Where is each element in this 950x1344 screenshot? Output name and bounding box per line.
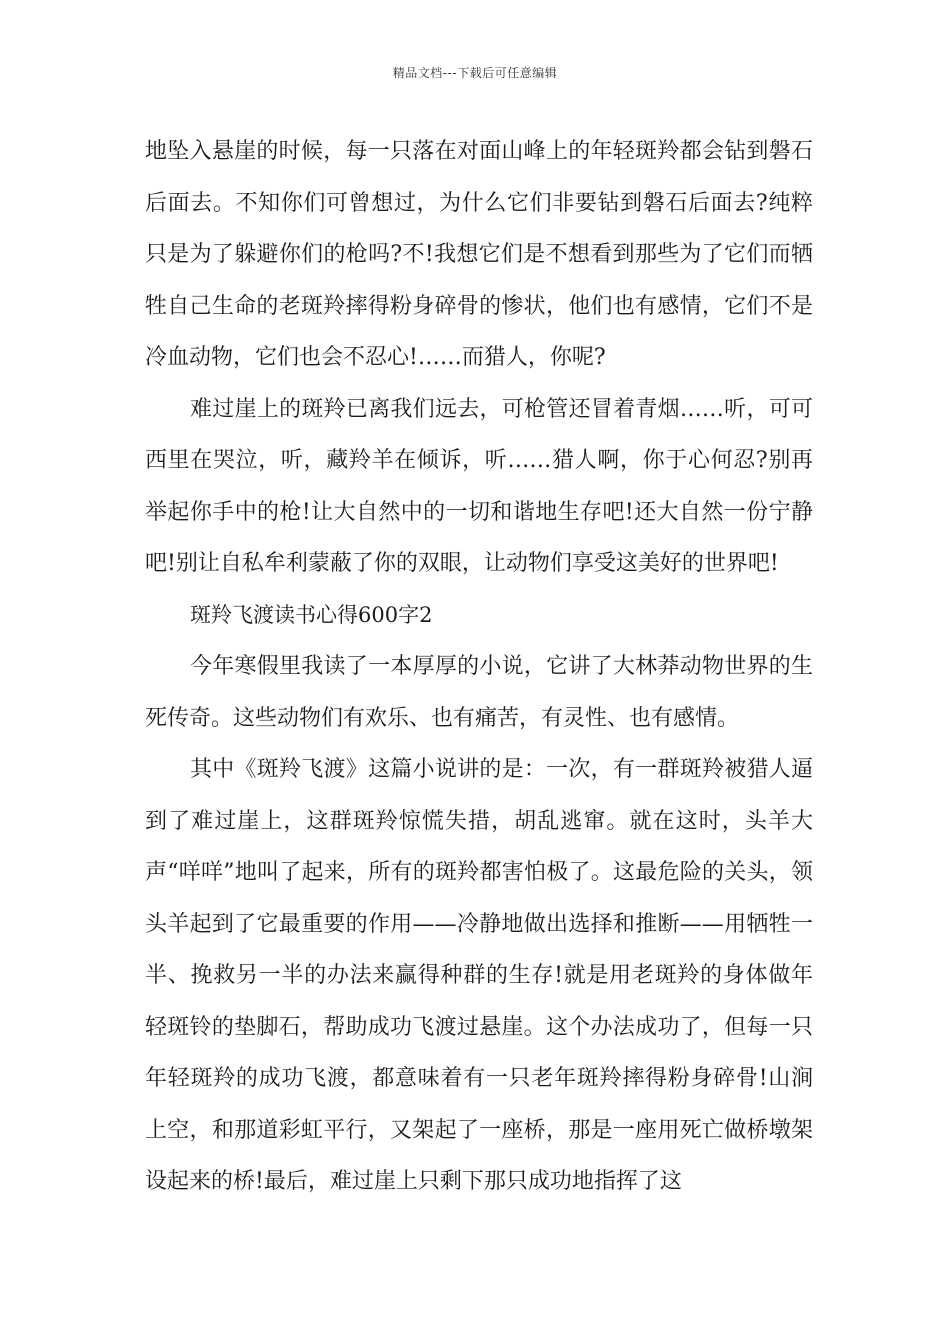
paragraph-continued: 地坠入悬崖的时候，每一只落在对面山峰上的年轻斑羚都会钻到磐石后面去。不知你们可曾想过，为什么它们非要钻到磐石后面去?纯粹只是为了躲避你们的枪吗?不!我想它们是不想看到那些为了它们而牺牲自己生命的老斑羚摔得粉身碎骨的惨状，他们也有感情，它们不是冷血动物，它们也会不忍心!……而猎人，你呢? (145, 139, 813, 370)
document-body (145, 126, 813, 1208)
paragraph: 其中《斑羚飞渡》这篇小说讲的是：一次，有一群斑羚被猎人逼到了难过崖上，这群斑羚惊慌失措，胡乱逃窜。就在这时，头羊大声“咩咩”地叫了起来，所有的斑羚都害怕极了。这最危险的关头，领头羊起到了它最重要的作用——冷静地做出选择和推断——用牺牲一半、挽救另一半的办法来赢得种群的生存!就是用老斑羚的身体做年轻斑铃的垫脚石，帮助成功飞渡过悬崖。这个办法成功了，但每一只年轻斑羚的成功飞渡，都意味着有一只老年斑羚摔得粉身碎骨!山涧上空，和那道彩虹平行，又架起了一座桥，那是一座用死亡做桥墩架设起来的桥!最后，难过崖上只剩下那只成功地指挥了这 (145, 757, 813, 1194)
paragraph: 难过崖上的斑羚已离我们远去，可枪管还冒着青烟……听，可可西里在哭泣，听，藏羚羊在倾诉，听……猎人啊，你于心何忍?别再举起你手中的枪!让大自然中的一切和谐地生存吧!还大自然一份宁静吧!别让自私牟利蒙蔽了你的双眼，让动物们享受这美好的世界吧! (145, 396, 813, 576)
section-heading: 斑羚飞渡读书心得600字2 (190, 602, 433, 627)
paragraph: 今年寒假里我读了一本厚厚的小说，它讲了大林莽动物世界的生死传奇。这些动物们有欢乐、也有痛苦，有灵性、也有感情。 (145, 654, 813, 731)
page-header: 精品文档---下载后可任意编辑 (392, 66, 558, 80)
